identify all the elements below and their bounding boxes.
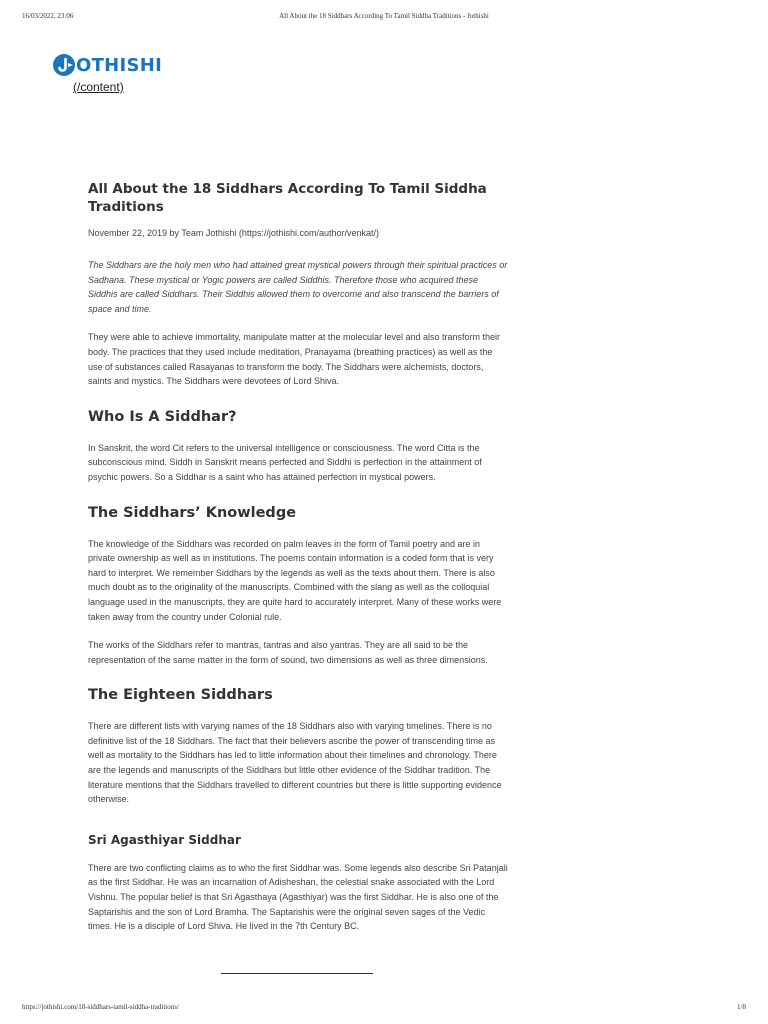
print-page-title: All About the 18 Siddhars According To Tamil Siddha Traditions - Jothishi (279, 12, 489, 20)
print-footer (22, 1003, 746, 1011)
logo-j-icon (53, 54, 75, 76)
section-heading-who-is-a-siddhar: Who Is A Siddhar? (88, 408, 237, 425)
print-datetime: 16/03/2022, 23:06 (22, 12, 74, 20)
print-url: https://jothishi.com/18-siddhars-tamil-siddha-traditions/ (22, 1003, 179, 1011)
logo-wordmark: OTHISHI (76, 54, 163, 76)
paragraph: They were able to achieve immortality, manipulate matter at the molecular level and also transform their body. The practices that they used include meditation, Pranayama (breathing practices) as well as the use of substances called Rasayanas to transform the body. The Siddhars were alchemists, doctors, saints and mystics. The Siddhars were devotees of Lord Shiva. (88, 332, 501, 387)
print-header (22, 12, 746, 20)
article-meta: November 22, 2019 by Team Jothishi (https://jothishi.com/author/venkat/) (88, 228, 379, 238)
paragraph: The knowledge of the Siddhars was recorded on palm leaves in the form of Tamil poetry and are in private ownership as well as in institutions. The poems contain information is a coded form that is very hard to interpret. We remember Siddhars by the legends as well as the texts about them. There is also much doubt as to the originality of the manuscripts. Combined with the slang as well as the colloquial language used in the manuscripts, they are quite hard to accurately interpret. Many of these works were taken away from the country under Colonial rule. (88, 538, 502, 622)
article-title: All About the 18 Siddhars According To Tamil Siddha Traditions (88, 181, 487, 215)
article (88, 180, 508, 948)
divider (221, 973, 373, 974)
paragraph: In Sanskrit, the word Cit refers to the universal intelligence or consciousness. The word Citta is the subconscious mind. Siddh in Sanskrit means perfected and Siddhi is perfection in the attainment of psychic powers. So a Siddhar is a saint who has attained perfection in mystical powers. (88, 442, 482, 482)
site-logo[interactable] (53, 54, 162, 76)
section-heading-eighteen-siddhars: The Eighteen Siddhars (88, 687, 273, 704)
paragraph: The works of the Siddhars refer to mantras, tantras and also yantras. They are all said to be the representation of the same matter in the form of sound, two dimensions as well as three dimensions. (88, 640, 488, 665)
subheading-sri-agasthiyar: Sri Agasthiyar Siddhar (88, 832, 241, 847)
content-link[interactable]: (/content) (73, 80, 124, 94)
paragraph: There are different lists with varying names of the 18 Siddhars also with varying timelines. There is no definitive list of the 18 Siddhars. The fact that their believers ascribe the power of transcending time as well as mortality to the Siddhars has led to little information about their timelines and chronology. There are the legends and manuscripts of the Siddhars but little other evidence of the Siddhar tradition. The literature mentions that the Siddhars travelled to different countries but there is little supporting evidence otherwise. (88, 721, 502, 805)
paragraph: There are two conflicting claims as to who the first Siddhar was. Some legends also describe Sri Patanjali as the first Siddhar. He was an incarnation of Adisheshan, the celestial snake associated with the Lord Vishnu. The popular belief is that Sri Agasthaya (Agasthiyar) was the first Siddhar. He is also one of the Saptarishis and the son of Lord Bramha. The Saptarishis were the original seven sages of the Vedic times. He is a disciple of Lord Shiva. He lived in the 7th Century BC. (88, 862, 508, 932)
section-heading-siddhars-knowledge: The Siddhars’ Knowledge (88, 504, 297, 521)
intro-paragraph: The Siddhars are the holy men who had attained great mystical powers through their spiritual practices or Sadhana. These mystical or Yogic powers are called Siddhis. Therefore those who acquired these Siddhis are called Siddhars. Their Siddhis allowed them to overcome and also transcend the barriers of space and time. (88, 260, 508, 314)
print-page-number: 1/8 (737, 1003, 746, 1011)
